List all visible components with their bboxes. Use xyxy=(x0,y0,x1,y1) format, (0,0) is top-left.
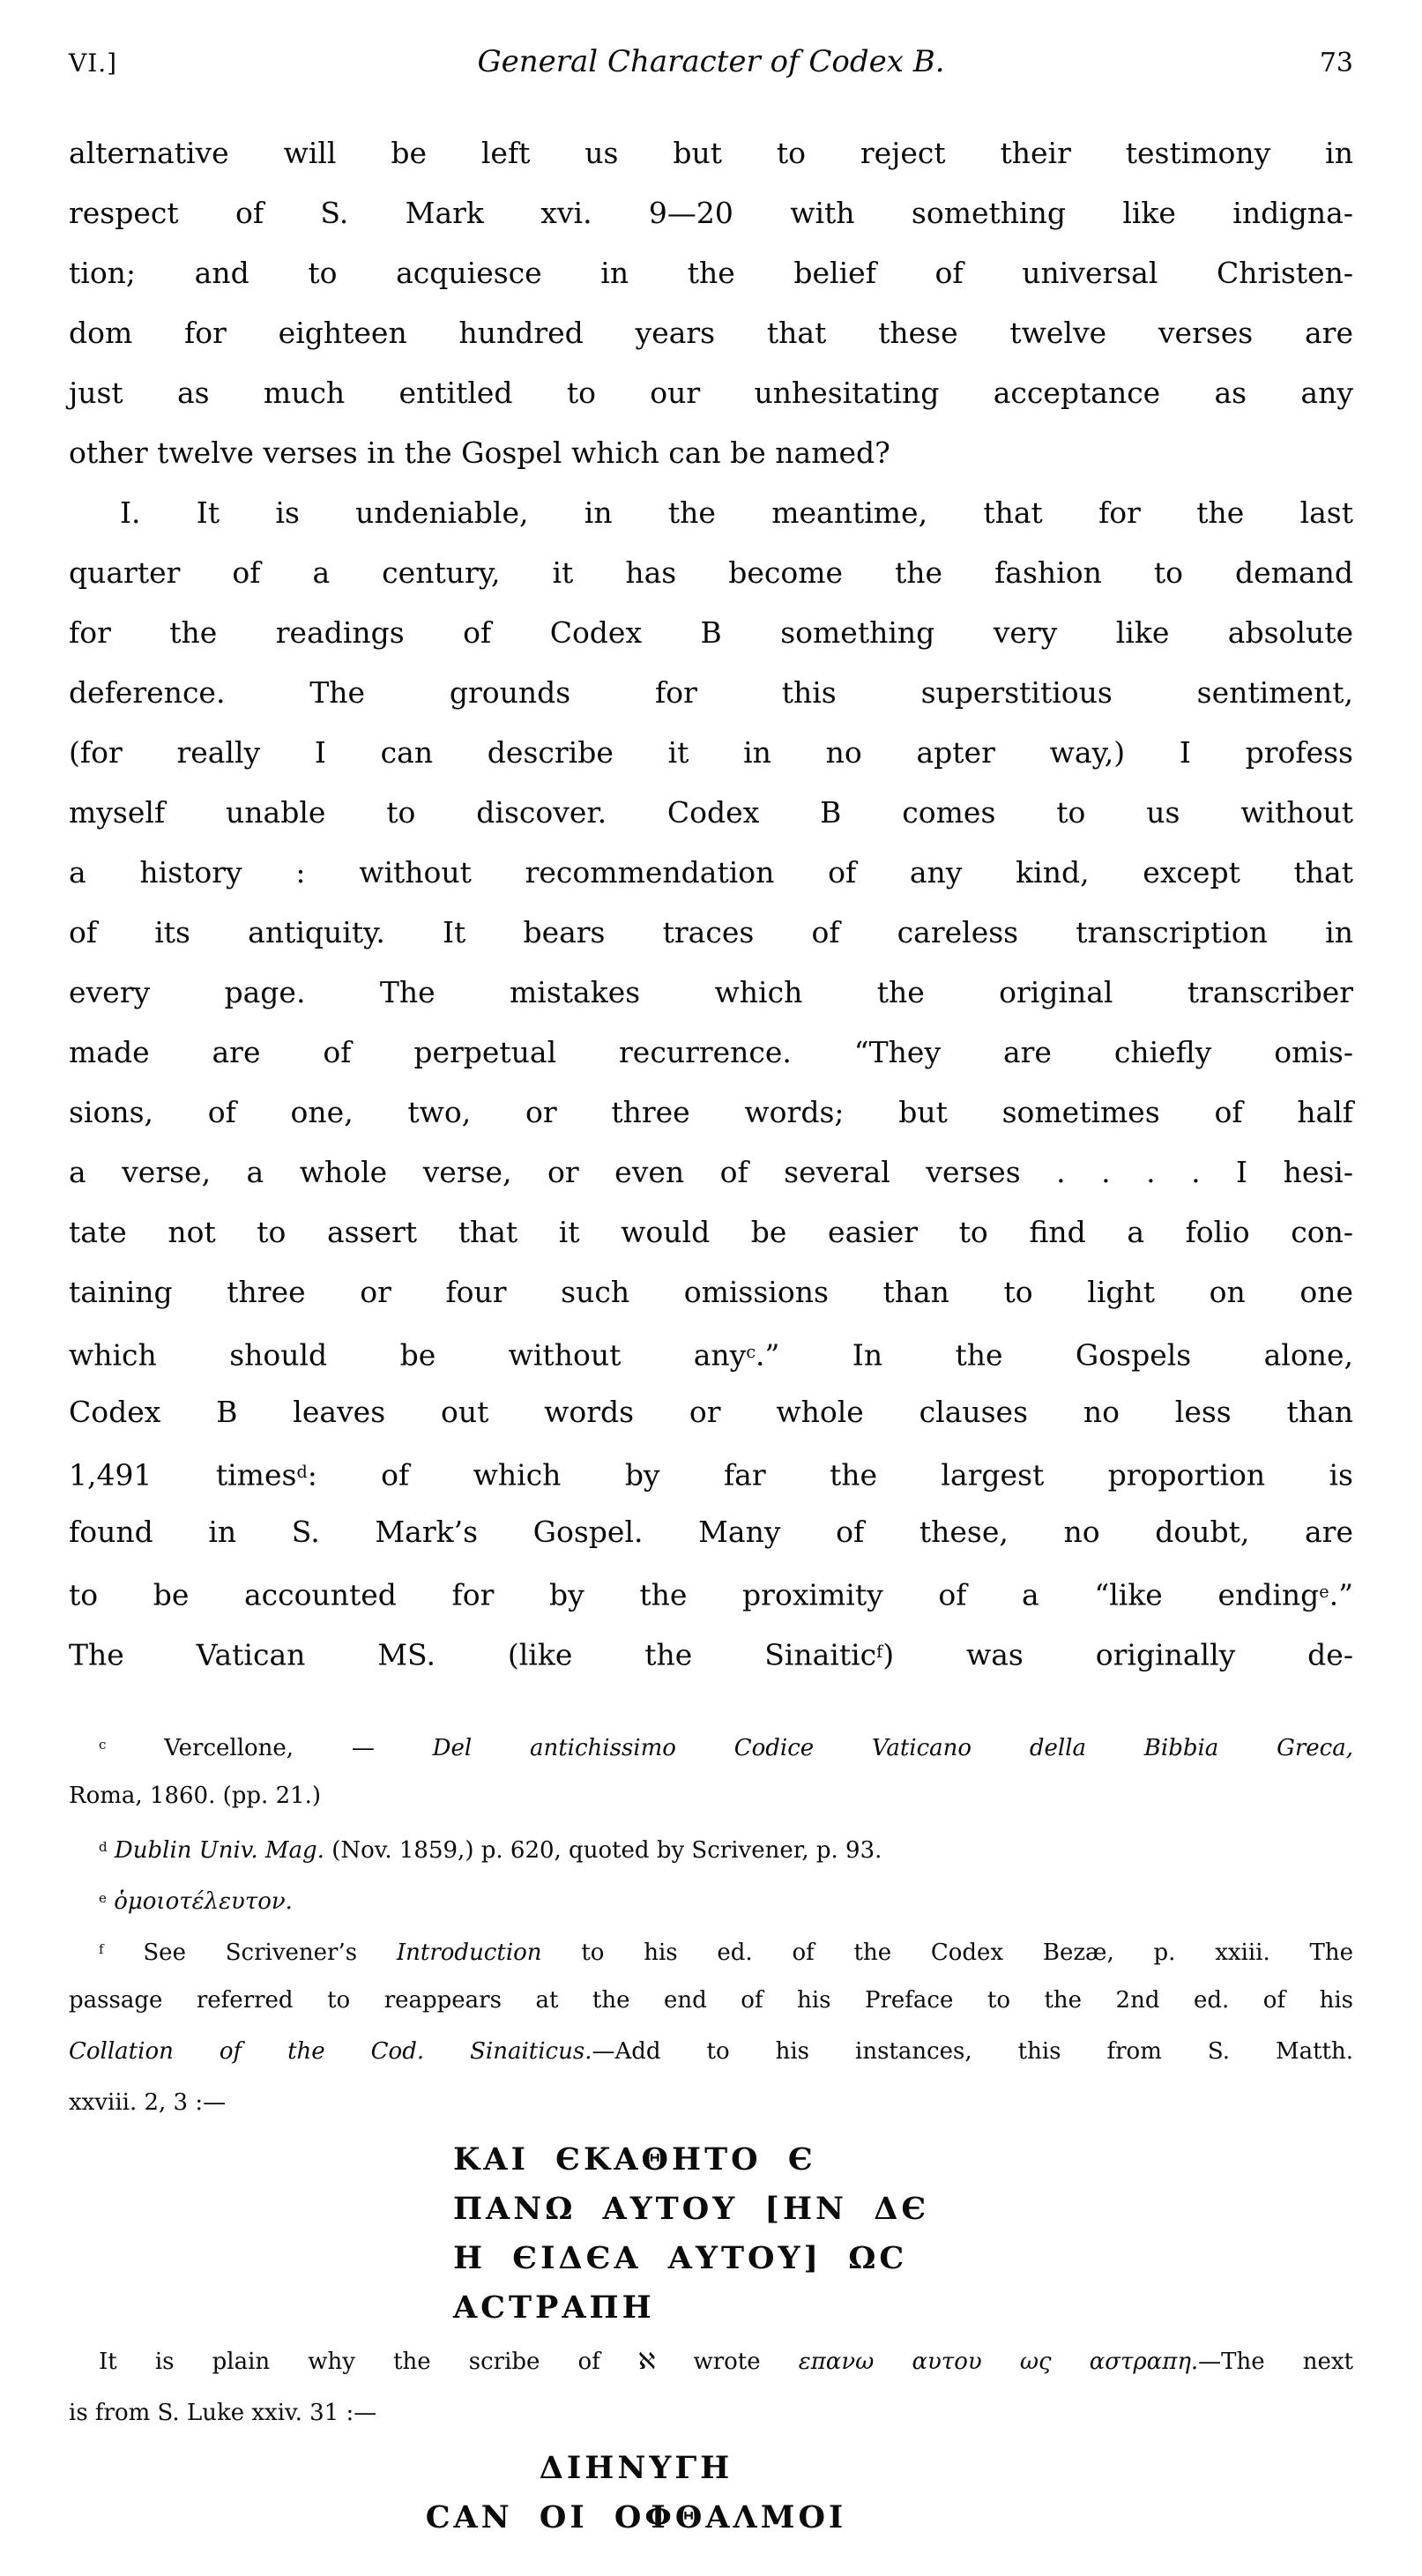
text-line: sions, of one, two, or three words; but sometimes of half xyxy=(69,1095,1353,1129)
text-line: of its antiquity. It bears traces of careless transcription in xyxy=(69,915,1353,949)
text-line: The Vatican MS. (like the Sinaitic$^f$) was originally de- xyxy=(69,1637,1353,1672)
text-line: CΑΝ ΟΙ ΟΦΘΑΛΜΟΙ xyxy=(425,2499,847,2535)
text-line: $^c$ Vercellone, — Del antichissimo Codice Vaticano della Bibbia Greca, xyxy=(99,1734,1353,1761)
page-header xyxy=(69,44,1353,79)
text-line: a verse, a whole verse, or even of several verses . . . . I hesi- xyxy=(69,1155,1353,1189)
text-line: just as much entitled to our unhesitating acceptance as any xyxy=(69,376,1353,410)
text-line: dom for eighteen hundred years that these twelve verses are xyxy=(69,316,1353,350)
greek-quote-matthew xyxy=(453,2135,1353,2333)
text-line: xxviii. 2, 3 :— xyxy=(69,2089,227,2116)
text-line: $^f$ See Scrivener’s Introduction to his ed. of the Codex Bezæ, p. xxiii. The xyxy=(99,1939,1353,1966)
section-label: VI.] xyxy=(69,48,118,78)
text-line: $^e$ ὁμοιοτέλευτον. xyxy=(99,1887,293,1915)
text-line: Η ЄΙΔЄΑ ΑΥΤΟΥ] ΩC xyxy=(453,2240,908,2276)
text-line: to be accounted for by the proximity of a “like ending$^e$.” xyxy=(69,1577,1353,1612)
footnotes xyxy=(69,1719,1353,2128)
greek-quote-luke xyxy=(0,2444,1278,2542)
text-line: respect of S. Mark xvi. 9—20 with something like indigna- xyxy=(69,196,1353,230)
text-line: tate not to assert that it would be easier to find a folio con- xyxy=(69,1215,1353,1249)
text-line: made are of perpetual recurrence. “They are chiefly omis- xyxy=(69,1035,1353,1069)
text-line: It is plain why the scribe of ℵ wrote επανω αυτου ως αστραπη.—The next xyxy=(99,2349,1354,2375)
text-line: ΚΑΙ ЄΚΑΘΗΤΟ Є xyxy=(453,2141,816,2178)
text-line: is from S. Luke xxiv. 31 :— xyxy=(69,2400,377,2426)
text-line: Codex B leaves out words or whole clauses no less than xyxy=(69,1395,1353,1429)
text-line: deference. The grounds for this superstitious sentiment, xyxy=(69,675,1353,710)
text-line: I. It is undeniable, in the meantime, that for the last xyxy=(120,495,1353,530)
text-line: for the readings of Codex B something very like absolute xyxy=(69,615,1353,650)
text-line: ΑCΤΡΑΠΗ xyxy=(453,2289,655,2326)
text-line: which should be without any$^c$.” In the Gospels alone, xyxy=(69,1337,1353,1373)
text-line: taining three or four such omissions than to light on one xyxy=(69,1275,1353,1309)
text-line: a history : without recommendation of any kind, except that xyxy=(69,855,1353,890)
text-line: ΠΑΝΩ ΑΥΤΟΥ [ΗΝ ΔЄ xyxy=(453,2191,930,2227)
page-number: 73 xyxy=(1319,48,1353,78)
footnote-continuation xyxy=(69,2336,1353,2438)
text-line: found in S. Mark’s Gospel. Many of these, no doubt, are xyxy=(69,1515,1353,1549)
text-line: myself unable to discover. Codex B comes to us without xyxy=(69,795,1353,830)
text-line: tion; and to acquiesce in the belief of universal Christen- xyxy=(69,256,1353,290)
running-title: General Character of Codex B. xyxy=(477,44,945,79)
text-line: other twelve verses in the Gospel which can be named? xyxy=(69,436,890,470)
text-line: Roma, 1860. (pp. 21.) xyxy=(69,1783,322,1809)
text-line: $^d$ Dublin Univ. Mag. (Nov. 1859,) p. 620, quoted by Scrivener, p. 93. xyxy=(99,1836,882,1864)
text-line: 1,491 times$^d$: of which by far the largest proportion is xyxy=(69,1457,1353,1493)
text-line: Collation of the Cod. Sinaiticus.—Add to his instances, this from S. Matth. xyxy=(69,2038,1354,2065)
text-line: ΔΙΗΝΥΓΗ xyxy=(539,2450,733,2486)
text-line: (for really I can describe it in no apter way,) I profess xyxy=(69,735,1353,770)
text-line: every page. The mistakes which the original transcriber xyxy=(69,975,1353,1009)
text-line: alternative will be left us but to reject their testimony in xyxy=(69,136,1353,170)
text-line: quarter of a century, it has become the fashion to demand xyxy=(69,555,1353,590)
text-line: passage referred to reappears at the end of his Preface to the 2nd ed. of his xyxy=(69,1987,1353,2014)
main-text xyxy=(69,123,1353,1682)
